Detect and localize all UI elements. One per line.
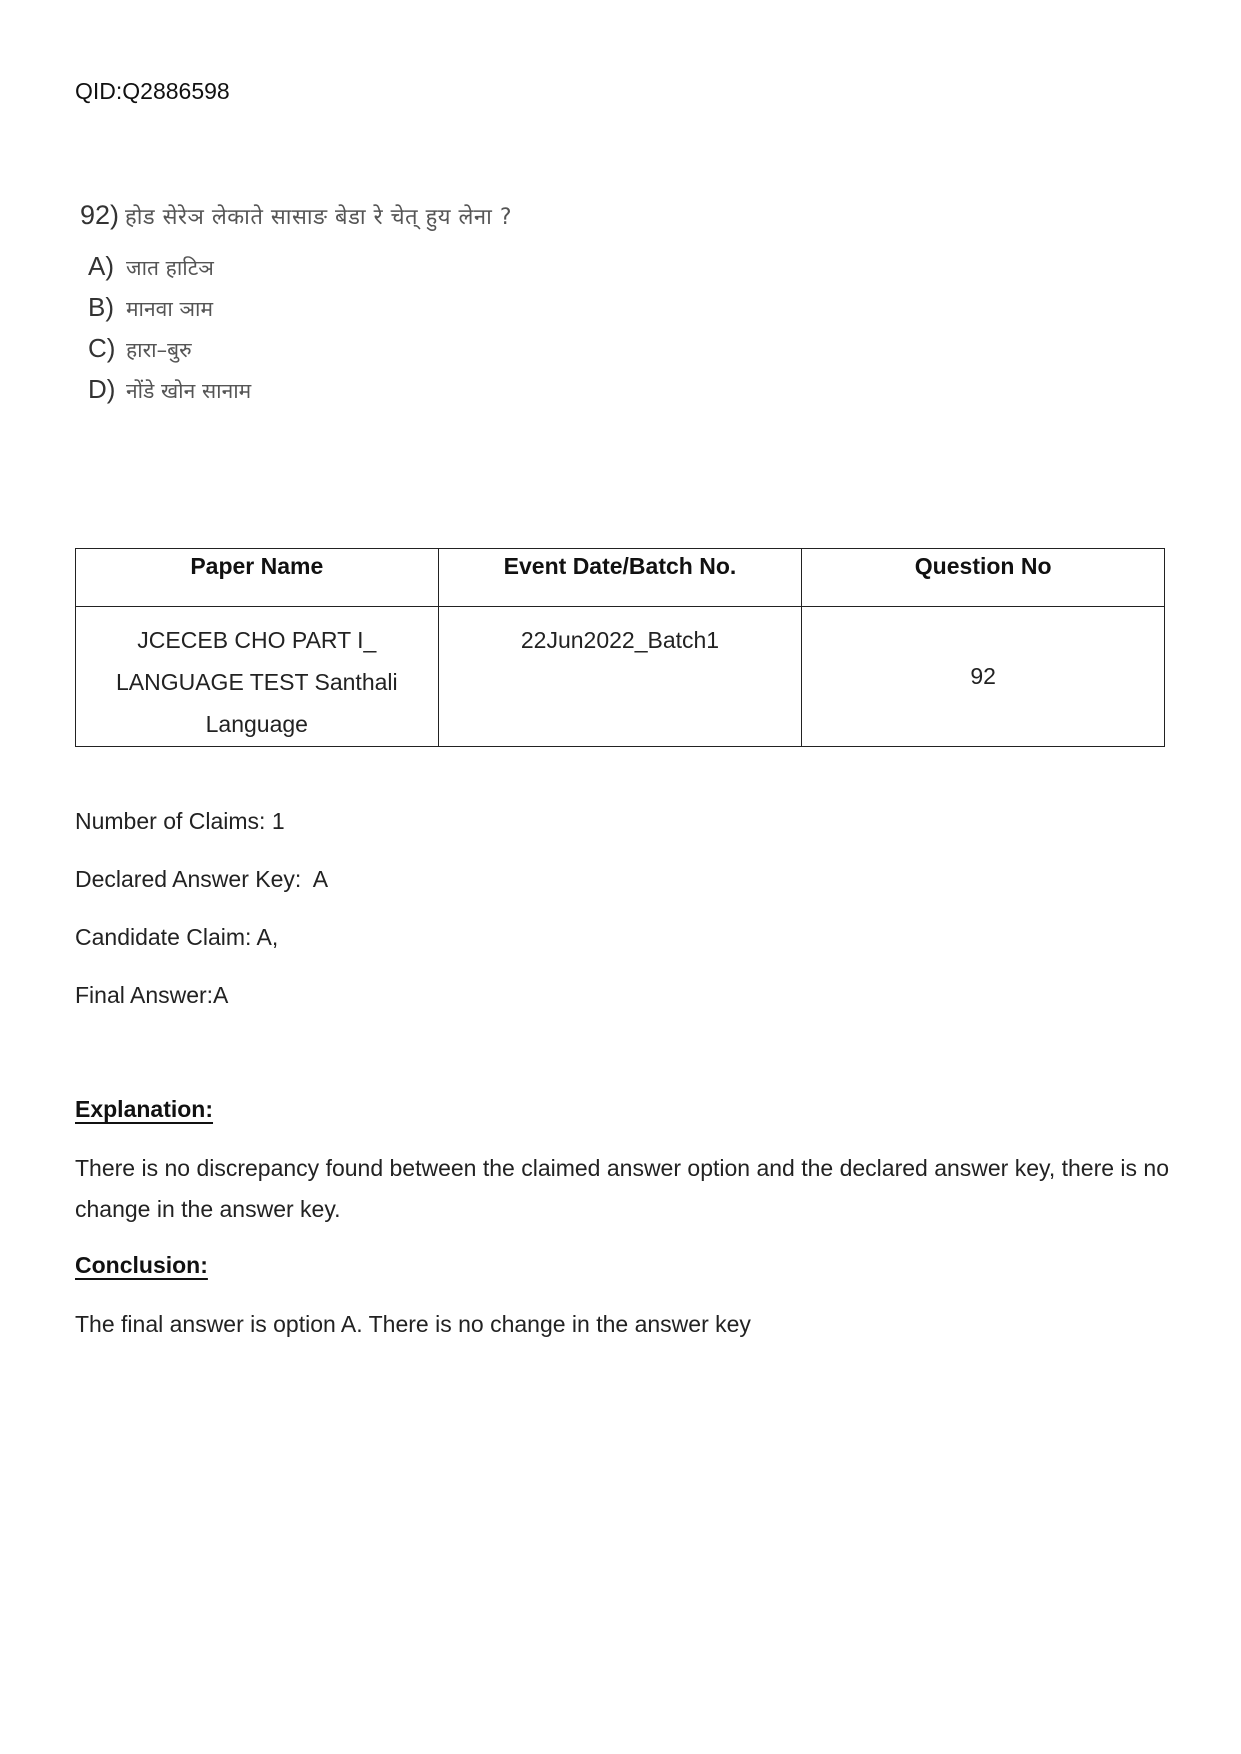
option-b <box>88 292 512 333</box>
claims-summary <box>75 808 328 1040</box>
question-text: होड सेरेञ लेकाते सासाङ बेडा रे चेत् हुय लेना ? <box>125 205 512 230</box>
question-id: QID:Q2886598 <box>75 78 230 104</box>
header-paper-name: Paper Name <box>76 549 439 607</box>
option-key: B) <box>88 292 114 322</box>
header-question-no: Question No <box>802 549 1165 607</box>
question-block <box>80 200 512 415</box>
option-key: A) <box>88 251 114 281</box>
cell-question-no: 92 <box>802 607 1165 747</box>
option-text: हारा–बुरु <box>126 338 192 362</box>
conclusion-text: The final answer is option A. There is no change in the answer key <box>75 1311 751 1337</box>
option-d <box>88 374 512 415</box>
option-key: C) <box>88 333 116 363</box>
question-stem <box>80 200 512 231</box>
option-key: D) <box>88 374 116 404</box>
option-text: जात हाटिञ <box>126 256 214 280</box>
option-text: मानवा ञाम <box>126 297 214 321</box>
option-a <box>88 251 512 292</box>
options-list <box>88 251 512 415</box>
candidate-claim: Candidate Claim: A, <box>75 924 279 950</box>
conclusion-heading: Conclusion: <box>75 1252 208 1278</box>
header-event-date: Event Date/Batch No. <box>438 549 802 607</box>
cell-paper-name: JCECEB CHO PART I_ LANGUAGE TEST Santhali Language <box>76 607 439 747</box>
cell-event-date: 22Jun2022_Batch1 <box>438 607 802 747</box>
final-answer: Final Answer:A <box>75 982 229 1008</box>
declared-answer-key: Declared Answer Key: A <box>75 866 329 892</box>
paper-info-table <box>75 548 1165 747</box>
explanation-text: There is no discrepancy found between the claimed answer option and the declared answer key, there is no change in the answer key. <box>75 1155 1169 1222</box>
option-text: नोंडे खोन सानाम <box>126 379 252 403</box>
explanation-heading: Explanation: <box>75 1096 214 1122</box>
option-c <box>88 333 512 374</box>
table-row <box>76 607 1165 747</box>
table-header-row <box>76 549 1165 607</box>
question-number: 92) <box>80 200 120 230</box>
number-of-claims: Number of Claims: 1 <box>75 808 285 834</box>
